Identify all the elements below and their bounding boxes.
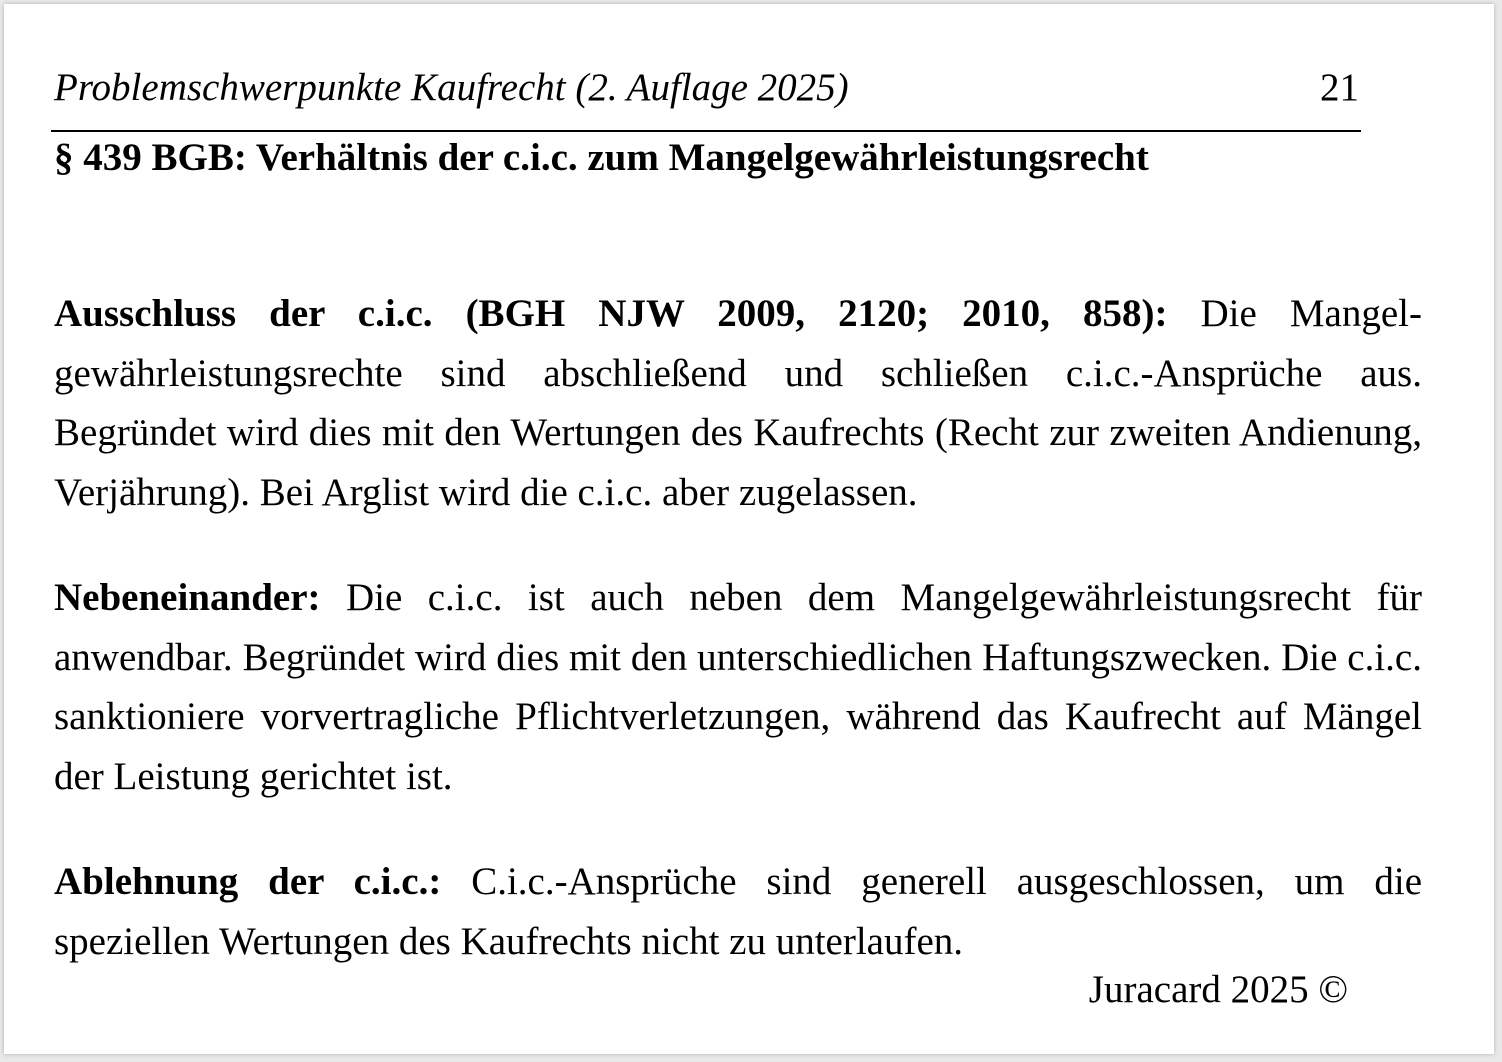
- copyright-footer: Juracard 2025 ©: [1088, 968, 1348, 1011]
- card-body: [54, 284, 1422, 971]
- paragraph-text: Die Mangelgewährleistungsrechte sind abschließend und schließen c.i.c.-Ansprüche aus. Begründet wird dies mit den Wertungen des Kaufrechts (Recht zur zweiten Andienung, Verjährung). Bei Arglist wird die c.i.c. aber zugelassen.: [54, 292, 1422, 514]
- book-title: Problemschwerpunkte Kaufrecht (2. Auflage 2025): [54, 66, 849, 109]
- flashcard-page: [4, 4, 1494, 1054]
- paragraph-text: Die c.i.c. ist auch neben dem Mangelgewährleistungsrecht für anwendbar. Begründet wird dies mit den unterschiedlichen Haftungszwecken. Die c.i.c. sanktioniere vorvertragliche Pflichtverletzungen, während das Kaufrecht auf Mängel der Leistung gerichtet ist.: [54, 576, 1422, 798]
- paragraph-heading: Ausschluss der c.i.c. (BGH NJW 2009, 2120; 2010, 858):: [54, 292, 1168, 335]
- paragraph-nebeneinander: [54, 568, 1422, 806]
- page-header: [51, 64, 1361, 132]
- section-title: § 439 BGB: Verhältnis der c.i.c. zum Mangelgewährleistungsrecht: [54, 136, 1149, 179]
- paragraph-heading: Ablehnung der c.i.c.:: [54, 860, 442, 903]
- paragraph-heading: Nebeneinander:: [54, 576, 321, 619]
- paragraph-ablehnung: [54, 852, 1422, 971]
- paragraph-text: C.i.c.-Ansprüche sind generell ausgeschlossen, um die speziellen Wertungen des Kaufrechts nicht zu unterlaufen.: [54, 860, 1423, 963]
- paragraph-ausschluss: [54, 284, 1422, 522]
- page-number: 21: [1320, 66, 1359, 109]
